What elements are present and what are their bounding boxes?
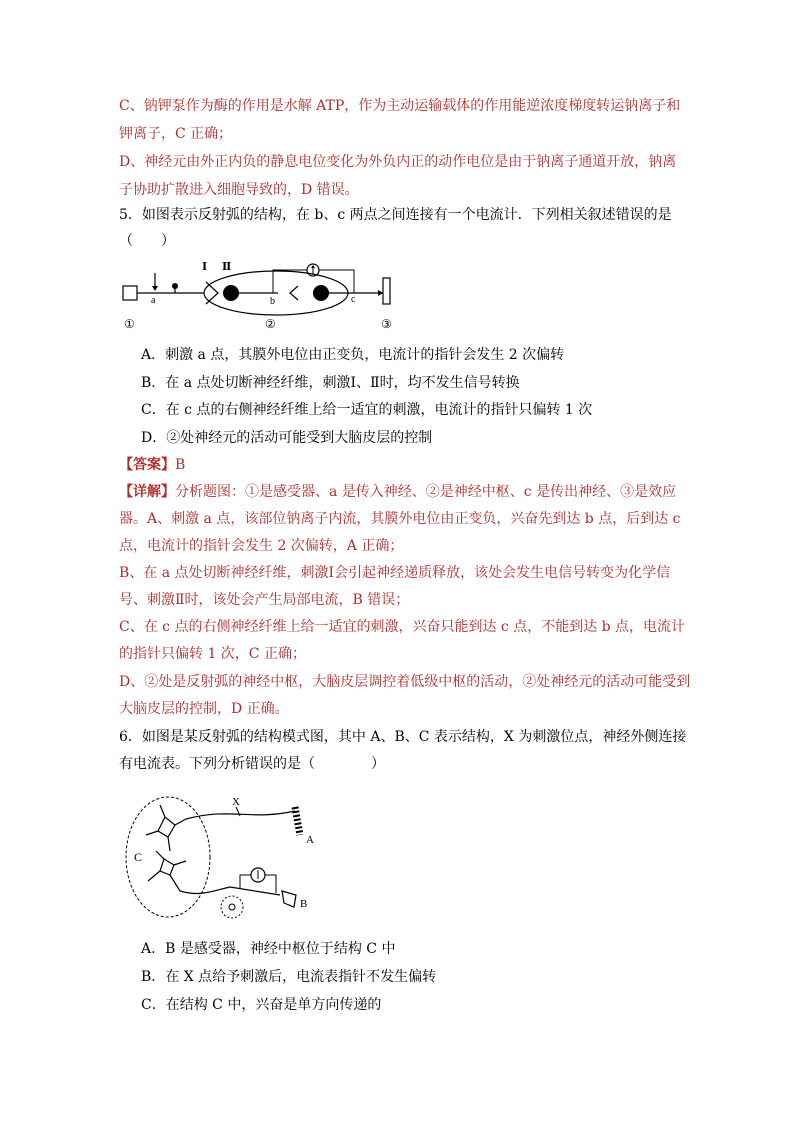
q5-reflex-arc-figure	[118, 256, 408, 334]
q5-answer	[119, 455, 185, 475]
q5-option-d: D．②处神经元的活动可能受到大脑皮层的控制	[141, 430, 433, 446]
motor-neuron-body	[313, 285, 329, 301]
fig-label-2: ②	[265, 317, 276, 331]
answer-tag: 【答案】	[119, 457, 175, 473]
receptor-box	[123, 286, 137, 300]
q5-stem-line-2: （ ）	[119, 233, 175, 249]
q6-option-c: C．在结构 C 中，兴奋是单方向传递的	[141, 997, 382, 1013]
q5-detail-line-4: B、在 a 点处切断神经纤维，刺激Ⅰ会引起神经递质释放，该处会发生电信号转变为化学信	[119, 565, 671, 581]
fig-label-3: ③	[381, 317, 392, 331]
q5-detail-line-3: 点，电流计的指针会发生 2 次偏转，A 正确；	[119, 538, 404, 554]
ganglion-circle	[221, 896, 243, 918]
fig-label-C: C	[134, 850, 143, 864]
q6-reflex-arc-figure	[120, 795, 330, 925]
q5-detail-line-5: 号、刺激Ⅱ时，该处会产生局部电流，B 错误；	[119, 592, 410, 608]
analysis-c-line-2: 钾离子，C 正确；	[119, 126, 233, 142]
q6-stem-line-2: 有电流表。下列分析错误的是（ ）	[119, 756, 385, 772]
interneuron-body	[223, 285, 239, 301]
q5-option-b: B．在 a 点处切断神经纤维，刺激Ⅰ、Ⅱ时，均不发生信号转换	[141, 375, 520, 391]
fig-label-a: a	[151, 295, 156, 306]
q6-stem-line-1: 6．如图是某反射弧的结构模式图，其中 A、B、C 表示结构，X 为刺激位点，神经外侧连接	[119, 729, 687, 745]
neuron-lower	[160, 859, 174, 875]
analysis-d-line-2: 子协助扩散进入细胞导致的，D 错误。	[119, 182, 359, 198]
q5-detail-line-6: C、在 c 点的右侧神经纤维上给一适宜的刺激，兴奋只能到达 c 点，不能到达 b 点，电流计	[119, 619, 686, 635]
fig-label-1: ①	[124, 317, 135, 331]
q6-option-a: A．B 是感受器，神经中枢位于结构 C 中	[141, 941, 396, 957]
detail-tag: 【详解】	[119, 484, 175, 500]
q6-option-b: B．在 X 点给予刺激后，电流表指针不发生偏转	[141, 969, 437, 985]
detail-text-1: 分析题图：①是感受器、a 是传入神经、②是神经中枢、c 是传出神经、③是效应	[175, 484, 677, 500]
q5-detail-line-8: D、②处是反射弧的神经中枢，大脑皮层调控着低级中枢的活动，②处神经元的活动可能受到	[119, 674, 691, 690]
fig-label-X: X	[232, 796, 240, 808]
q5-detail-line-2: 器。A、刺激 a 点，该部位钠离子内流，其膜外电位由正变负，兴奋先到达 b 点，后到达 c	[119, 511, 681, 527]
q5-detail-line-1	[119, 482, 676, 502]
fig-label-A: A	[306, 834, 314, 846]
q5-detail-line-7: 的指针只偏转 1 次，C 正确；	[119, 646, 306, 662]
q5-stem-line-1: 5．如图表示反射弧的结构，在 b、c 两点之间连接有一个电流计．下列相关叙述错误的是	[119, 207, 672, 223]
q5-option-c: C．在 c 点的右侧神经纤维上给一适宜的刺激，电流计的指针只偏转 1 次	[141, 402, 593, 418]
analysis-c-line-1: C、钠钾泵作为酶的作用是水解 ATP，作为主动运输载体的作用能逆浓度梯度转运钠离子和	[119, 98, 681, 114]
ganglion-knob	[172, 283, 178, 289]
effector-icon	[383, 278, 390, 304]
fig-label-B: B	[300, 898, 308, 910]
q5-option-a: A．刺激 a 点，其膜外电位由正变负，电流计的指针会发生 2 次偏转	[141, 347, 565, 363]
fig-label-I: Ⅰ	[202, 261, 208, 273]
fig-label-c: c	[351, 294, 356, 305]
structure-A-icon	[295, 807, 300, 835]
answer-value: B	[175, 457, 186, 473]
stimulus-arrow-icon	[152, 286, 158, 291]
structure-B-icon	[282, 891, 296, 907]
fig-label-b: b	[270, 296, 275, 307]
fig-label-II: Ⅱ	[222, 261, 232, 273]
q5-detail-line-9: 大脑皮层的控制，D 正确。	[119, 701, 289, 717]
neuron-upper	[158, 817, 175, 837]
analysis-d-line-1: D、神经元由外正内负的静息电位变化为外负内正的动作电位是由于钠离子通道开放，钠离	[119, 154, 677, 170]
